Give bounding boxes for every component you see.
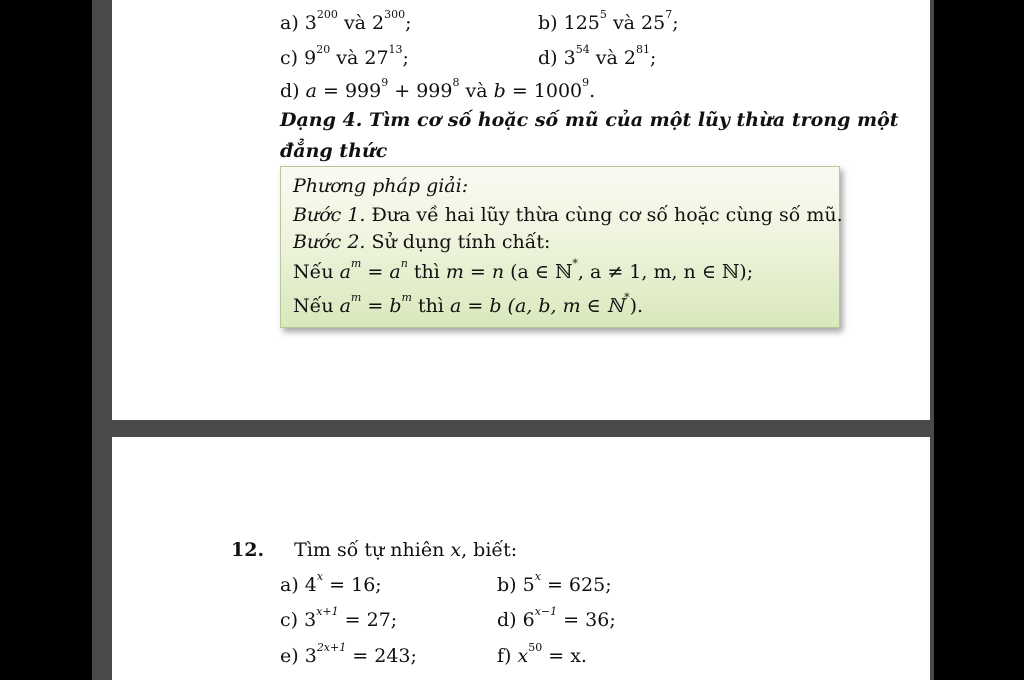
method-rule-1: Nếu $a^m = a^n$ thì m = n (a ∈ ℕ*, a ≠ 1, m, n ∈ ℕ); [293, 257, 754, 283]
problem-12-item-a: a) $4^x = 16$; [280, 570, 382, 596]
section-heading: Dạng 4. Tìm cơ số hoặc số mũ của một lũy thừa trong một [280, 109, 899, 131]
method-step-1: Bước 1. Đưa về hai lũy thừa cùng cơ số hoặc cùng số mũ. [293, 204, 843, 226]
problem-12-header: 12. Tìm số tự nhiên x, biết: [231, 539, 518, 561]
method-box [280, 166, 843, 328]
section-heading-cont: đẳng thức [280, 140, 388, 162]
document-page-2 [112, 437, 930, 680]
exercise-d-ab: d) $a = 999^9 + 999^8$ và $b = 1000^9$. [280, 76, 596, 102]
problem-12-item-d: d) $6^{x-1} = 36$; [497, 605, 616, 631]
exercise-b: b) $125^5$ và $25^7$; [538, 8, 679, 34]
problem-12-item-f: f) $x^{50} = x$. [497, 641, 587, 667]
exercise-a: a) $3^{200}$ và $2^{300}$; [280, 8, 412, 34]
method-rule-2: Nếu $a^m = b^m$ thì a = b (a, b, m ∈ ℕ*). [293, 291, 644, 317]
method-step-2: Bước 2. Sử dụng tính chất: [293, 231, 551, 253]
problem-12-item-e: e) $3^{2x+1} = 243$; [280, 641, 417, 667]
exercise-d: d) $3^{54}$ và $2^{81}$; [538, 43, 657, 69]
problem-12-item-b: b) $5^x = 625$; [497, 570, 612, 596]
document-page-1 [112, 0, 930, 420]
problem-12-item-c: c) $3^{x+1} = 27$; [280, 605, 398, 631]
method-title: Phương pháp giải: [293, 175, 469, 197]
exercise-c: c) $9^{20}$ và $27^{13}$; [280, 43, 409, 69]
